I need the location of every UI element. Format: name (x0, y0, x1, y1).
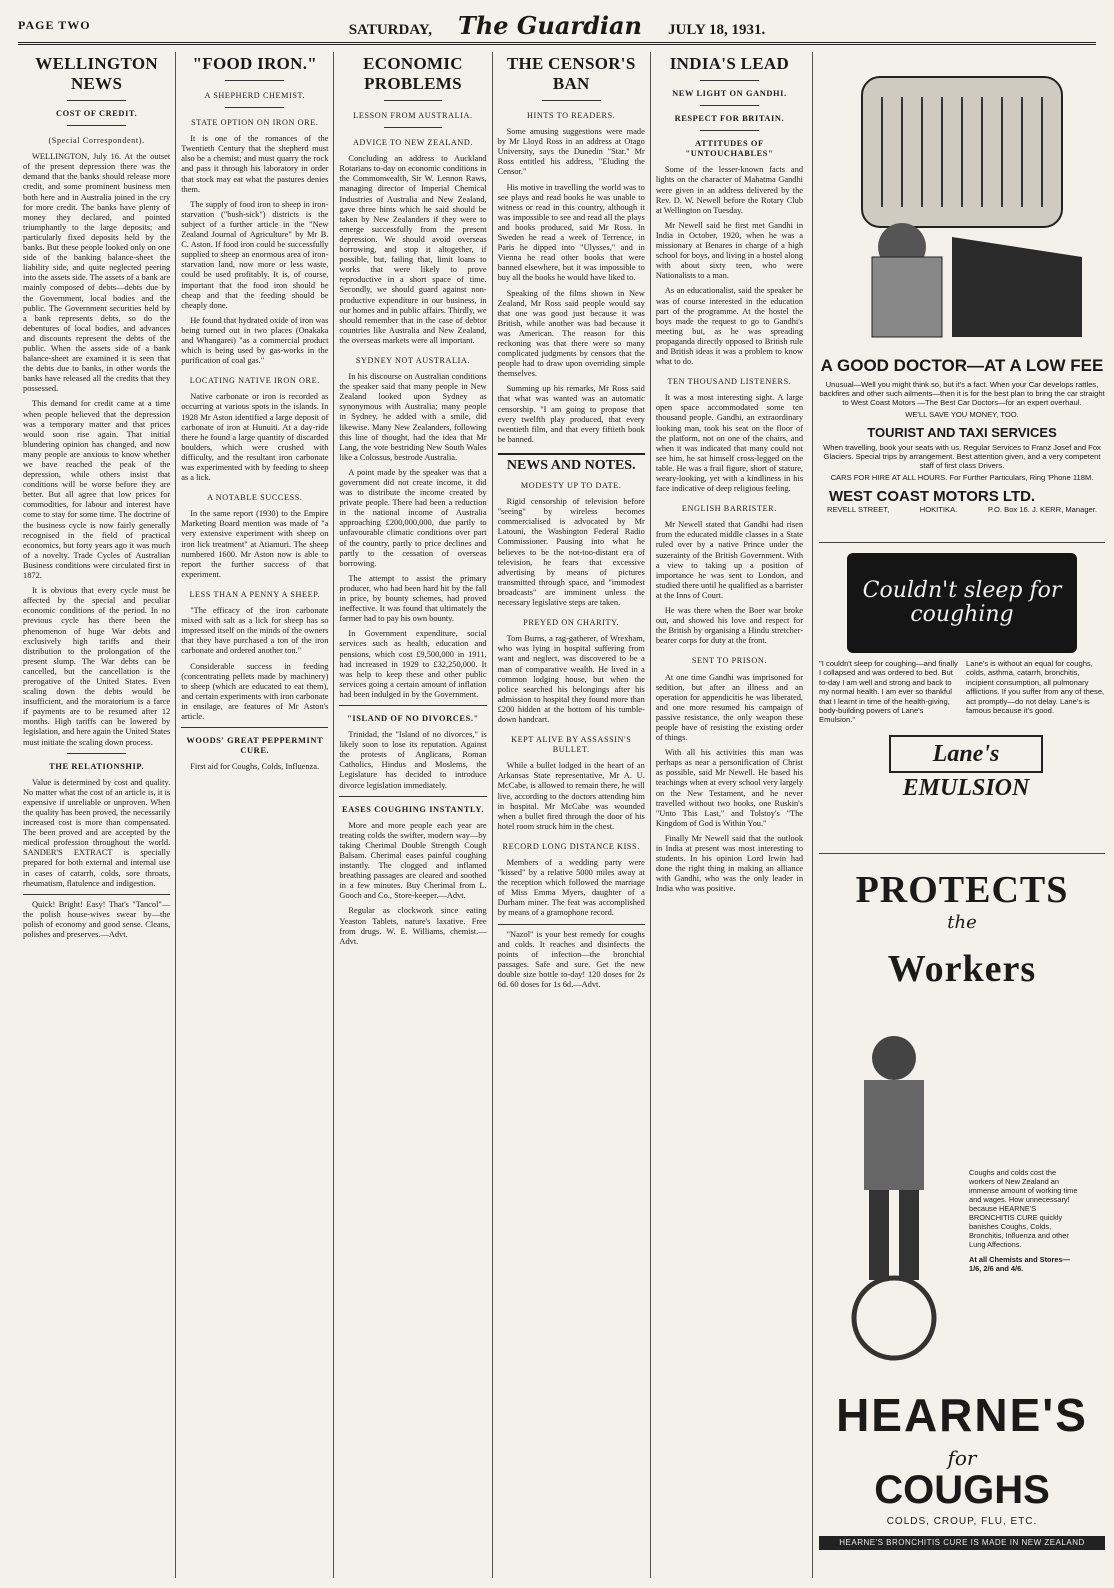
section-headline: NEWS AND NOTES. (498, 453, 645, 471)
paragraph: Native carbonate or iron is recorded as occurring at various spots in the islands. In 1928 Mr Aston identified a large deposit of carbonate of iron at Hunuiti. At a day-ride there he found a large quantity of discarded boulders, which were crushed with difficulty, and the resultant iron carbonate was experimented with by feeding to sheep as a lick. (181, 392, 329, 483)
paragraph: A point made by the speaker was that a government did not create income, it did was to distribute the income created by private people. There had been a reduction in the national income of Australia approaching £200,000,000, due partly to unfavourable climatic conditions over part of the country, partly to price declines and partly to the cessation of overseas borrowing. (339, 467, 487, 568)
west-coast-motors-ad (819, 52, 1105, 543)
paragraph: Concluding an address to Auckland Rotarians to-day on economic conditions in the Commonwealth, Sir W. Lennon Raws, managing director of Imperial Chemical Industries of Australia and New Zealand, gave three hints which he said should be taken by New Zealanders if they were to emerge successfully from the present depression. We should avoid overseas borrowing, and stop it altogether, if possible, but, failing that, limit loans to works that were likely to prove reproductive in a short space of time. Secondly, we should guard against non-productive expenditure in our business, in our homes and in public affairs. Thirdly, we should remember that in the case of debtor countries like Australia and New Zealand, the overseas markets were all important. (339, 154, 487, 345)
column-indias-lead (651, 52, 808, 1578)
paragraph: With all his activities this man was perhaps as near a personification of Christ as possible, said Mr Newell. He based his teachings when at every school very largely on the New Testament, and he never travelled without two books, one Ruskin's "Unto This Last," and Tolstoy's "The Kingdom of God is Within You." (655, 748, 804, 828)
subheading: STATE OPTION ON IRON ORE. (191, 118, 319, 128)
ad-text: Lane's is without an equal for coughs, colds, asthma, catarrh, bronchitis, incipient consumption, all pulmonary afflictions. If you suffer from any of these, act promptly—do not delay. Lane's is famous because it's good. (966, 659, 1105, 716)
subheading: LESS THAN A PENNY A SHEEP. (189, 589, 321, 599)
paragraph: Mr Newell stated that Gandhi had risen from the educated middle classes in a State ruled over by a native Prince under the suzerainty of the British Government. With a view to taking up a position of importance he was sent to London, and studied there until he qualified as a barrister at the Inns of Court. (655, 520, 804, 600)
ad-banner: Couldn't sleep for coughing (847, 553, 1077, 653)
paragraph: Summing up his remarks, Mr Ross said that what was wanted was an automatic censorship. "I am going to propose that every twelfth play produced, that every twentieth film, and that every fiftieth book be banned. (497, 384, 645, 444)
paragraph: It is one of the romances of the Twentieth Century that the shepherd must also be a chemist; and must quarry the rock and pass it through his laboratory in order that stock may eat what the pastures denies them. (181, 134, 329, 194)
ad-text: When travelling, book your seats with us. Regular Services to Franz Josef and Fox Glaciers. Special trips by arrangement. Best attention given, and a very competent staff of first class Drivers. (823, 443, 1101, 470)
paragraph: The supply of food iron to sheep in iron-starvation ("bush-sick") districts is the subject of a further article in the "New Zealand Journal of Agriculture" by Mr B. C. Aston. If food iron could be successfully supplied to sheep an enormous area of iron-starvation land, now more or less waste, could be used profitably. It is, of course, important that the food iron should be cheap and that the feeding should be cheaply done. (181, 199, 329, 310)
ad-section: TOURIST AND TAXI SERVICES (867, 425, 1057, 440)
page-number: PAGE TWO (18, 17, 91, 32)
ad-text: Unusual—Well you might think so, but it's a fact. When your Car develops rattles, backfires and other such ailments—then it is for the best plan to bring the car straight to West Coast Motors —The Best Car Doctors—for an expert overhaul. (819, 380, 1105, 407)
masthead (18, 8, 1096, 45)
subheading: LESSON FROM AUSTRALIA. (353, 111, 473, 120)
masthead-day: SATURDAY, (348, 21, 432, 38)
subheading: MODESTY UP TO DATE. (520, 481, 622, 490)
headline: ECONOMIC PROBLEMS (363, 54, 463, 93)
headline: INDIA'S LEAD (669, 54, 790, 73)
workers-illustration-icon (829, 1018, 959, 1378)
ad-headline: A GOOD DOCTOR—AT A LOW FEE (820, 356, 1104, 375)
subheading: THE RELATIONSHIP. (49, 761, 145, 771)
ad-text: Coughs and colds cost the workers of New Zealand an immense amount of working time and wages. How unnecessary! because HEARNE'S BRONCHITIS CURE quickly banishes Coughs, Colds, Bronchitis, Influenza and other Lung Affections. (969, 1168, 1078, 1249)
advertisement: First aid for Coughs, Colds, Influenza. (190, 762, 320, 772)
subheading: RESPECT FOR BRITAIN. (674, 114, 785, 124)
subheading: HINTS TO READERS. (527, 111, 616, 120)
paragraph: Some of the lesser-known facts and lights on the character of Mahatma Gandhi were given in an address delivered by the Rev. D. W. Newell before the Rotary Club at Wellington on Tuesday. (655, 165, 804, 215)
lanes-emulsion-ad (819, 553, 1105, 854)
subheading: LOCATING NATIVE IRON ORE. (189, 376, 320, 386)
paragraph: This demand for credit came at a time when people believed that the depression was a temporary matter and that prices would soon rise again. That initial blundering opinion has changed, and now many people are anxious to know whether we have reached the peak of the depression, while others insist that conditions will be worse before they are better. But all agree that low prices for commodities, for labour and interest have come to stay for some time. The doctrine of the business cycle is now fairly generally recognised in the field of practical economics, but forty years ago it was much of a novelty. Trade Cycles of Australian Business conditions were circulated first in 1872. (23, 399, 171, 581)
subheading: COST OF CREDIT. (55, 109, 138, 118)
subheading: A NOTABLE SUCCESS. (207, 493, 303, 503)
paragraph: He found that hydrated oxide of iron was being turned out in two places (Onakaka and Whangarei) "as a commercial product which is being used by gas-works in the purification of coal gas." (181, 315, 329, 366)
subheading: KEPT ALIVE BY ASSASSIN'S BULLET. (511, 735, 632, 755)
ad-text: CARS FOR HIRE AT ALL HOURS. For Further Particulars, Ring 'Phone 118M. (830, 473, 1094, 482)
mechanic-illustration (819, 52, 1105, 352)
ad-list: COLDS, CROUP, FLU, ETC. (886, 1516, 1038, 1527)
paragraph: He was there when the Boer war broke out, and showed his love and respect for the British by organising a Hindu stretcher-bearer corps for duty at the front. (655, 606, 804, 646)
ad-logo: Lane's EMULSION (889, 735, 1043, 773)
paragraph: Mr Newell said he first met Gandhi in India in October, 1920, when he was a missionary at Benares in charge of a high school for boys, and living in a hostel along with about sixty teen, who were Nationalists to a man. (655, 220, 804, 281)
headline: THE CENSOR'S BAN (506, 54, 636, 93)
paragraph: The attempt to assist the primary producer, who had been hard hit by the fall in price, by bounty schemes, had proved ineffective. It was found that ultimately the farmer had to pay his own bounty. (339, 573, 487, 624)
subheading: A SHEPHERD CHEMIST. (204, 91, 306, 100)
ad-heading: WOODS' GREAT PEPPERMINT CURE. (186, 736, 324, 756)
ad-headline-workers: Workers (887, 948, 1037, 990)
paragraph: Rigid censorship of television before "seeing" by wireless becomes commercialised is advocated by Mr Latouni, the Washington Federal Radio Commissioner. Pausing into what he believes to be the not-too-distant era of television, he fears that excessive advertising by means of pictures transmitted through space, and "immodest broadcasts" are imminent unless the necessary legislative steps are taken. (497, 497, 645, 608)
subheading: SENT TO PRISON. (691, 656, 768, 666)
subheading: PREYED ON CHARITY. (523, 618, 620, 628)
subheading: ADVICE TO NEW ZEALAND. (352, 138, 474, 148)
ad-brand: HEARNE'S (836, 1389, 1088, 1441)
paragraph: In the same report (1930) to the Empire Marketing Board mention was made of "a very extensive experiment with sheep on iron lick treatment" at Atiamuri. The sheep numbered 1600. Mr Aston now is able to report the further success of that experiment. (181, 509, 329, 579)
paragraph: While a bullet lodged in the heart of an Arkansas State representative, Mr A. U. McCabe, is allowed to remain there, he will live, according to the doctors attending him in hospital. Mr McCabe was wounded when a bullet fired through the door of his hotel room struck him in the chest. (497, 761, 645, 831)
ad-headline-the: the (947, 912, 977, 933)
ad-text: WE'LL SAVE YOU MONEY, TOO. (905, 410, 1019, 419)
ad-headline: PROTECTS (855, 869, 1069, 911)
advertisement: Regular as clockwork since eating Yeaston Tablets, nature's laxative. Free from drugs. W. E. Williams, chemist.—Advt. (339, 906, 487, 946)
paragraph: In Government expenditure, social services such as health, education and pensions, which cost £9,500,000 in 1911, had increased in 1929 to £32,250,000. It was help to keep these and other public services going a certain amount of inflation had been indulged in by the Government. (339, 629, 487, 699)
subheading: SYDNEY NOT AUSTRALIA. (355, 355, 471, 365)
paper-title: The Guardian (458, 10, 642, 40)
headline: "FOOD IRON." (192, 54, 318, 73)
advertisement-column (812, 52, 1105, 1578)
ad-for: for (947, 1446, 977, 1470)
paragraph: His motive in travelling the world was to see plays and read books he was unable to witness or read in this country, although it was impossible to see and read all the plays and books produced, said Mr Ross. In Sweden he read a week of Terrence, in Paris he dipped into "Ulysses," and in Vienna he read other books that were banned elsewhere, but it was impossible to buy all the books he would have liked to. (497, 182, 645, 283)
ad-quote: "I couldn't sleep for coughing—and finally I collapsed and was ordered to bed. But to-day I am well and strong and back to my normal health. I am ever so thankful that I learnt in time of the health-giving, body-building powers of Lane's Emulsion." (819, 659, 958, 725)
paragraph: Members of a wedding party were "kissed" by a relative 5000 miles away at the reception which followed the marriage of Miss Emma Myers, daughter of a Durham miner. The feat was accomplished by means of a gramophone record. (497, 858, 645, 918)
advertisement: "Nazol" is your best remedy for coughs and colds. It reaches and disinfects the points of infection—the bronchial passages. Safe and sure. Get the new double size bottle to-day! 120 doses for 2s 6d. 60 doses for 1s 6d.—Advt. (497, 929, 645, 990)
ad-prices: At all Chemists and Stores—1/6, 2/6 and 4/6. (969, 1255, 1071, 1273)
advertisement: Quick! Bright! Easy! That's "Tancol"—the polish house-wives swear by—the polish of economy and good sense. Cleans, polishes and preserves.—Advt. (23, 899, 171, 940)
paragraph: Finally Mr Newell said that the outlook in India at present was most interesting to students. In his opinion Lord Irwin had done the right thing in making an alliance with Gandhi, who was the only leader in India who was positive. (655, 833, 804, 894)
ad-strip: HEARNE'S BRONCHITIS CURE IS MADE IN NEW ZEALAND (819, 1536, 1105, 1550)
ad-brand: WEST COAST MOTORS LTD. (829, 488, 1036, 505)
subheading: "ISLAND OF NO DIVORCES." (347, 713, 479, 723)
subheading: ATTITUDES OF "UNTOUCHABLES" (685, 139, 774, 159)
paragraph: Value is determined by cost and quality. No matter what the cost of an article is, it is expensive if unreliable or unproven. When the quality has been proved, the necessarily increased cost is more than compensated. The been proved and are accepted by the medical profession throughout the world. SANDER'S EXTRACT is specially prepared for both external and internal use in cases of catarrh, colds, sore throats, rheumatism, flatulence and indigestion. (23, 777, 171, 888)
column-economic-problems (334, 52, 492, 1578)
ad-address: HOKITIKA. (919, 505, 958, 514)
subheading: EASES COUGHING INSTANTLY. (342, 804, 484, 814)
paragraph: Some amusing suggestions were made by Mr Lloyd Ross in an address at Otago University, says the Dunedin "Star." Mr Ross entitled his address, "Eluding the Censor." (497, 127, 645, 177)
paragraph: WELLINGTON, July 16. At the outset of the present depression there was the demand that the banks should release more credit, and some prominent business men both here and in Australia joined in the cry for more credit. The banks have plenty of money they declared, and pointed triumphantly to the large deposits; and particularly fixed deposits held by the banks. But these people looked only on one side of the banking balance-sheet the liability side, and quite neglected peering into the assets side. The assets of a bank are mainly composed of debts—debts due by the Government, local bodies and the public. The Government securities held by a bank represents debts, so do the debentures of local bodies, and advances and discounts represent the debts of the public. When the assets side of a bank balance-sheet are examined it is seen that the debts due to banks, in other words the banks have released all the credits that they possessed. (23, 152, 171, 394)
ad-address: P.O. Box 16. J. KERR, Manager. (987, 505, 1097, 514)
paragraph: As an educationalist, said the speaker he was of course interested in the education part of the programme. At the hostel the boys made the request to go to Gandhi's meeting but, as he was spreading propaganda directly opposed to British rule and British ideas it was a problem to know what to do. (655, 286, 804, 367)
paragraph: Tom Burns, a rag-gatherer, of Wrexham, who was lying in hospital suffering from want and neglect, was discovered to be a man of comparative wealth. He lived in a common lodging house, but when the police searched his belongings after his admission to hospital they found more than £200 hidden at the bottom of his tumble-down handcart. (497, 634, 645, 724)
ad-address: REVELL STREET, (827, 505, 890, 514)
masthead-date: JULY 18, 1931. (667, 21, 766, 38)
subheading: NEW LIGHT ON GANDHI. (672, 89, 787, 98)
paragraph: It was a most interesting sight. A large open space accommodated some ten thousand people. Gandhi, an extraordinary looking man, took his seat on the floor of the platform, not on one of the chairs, and when it was indicated that many could not see him, he sat himself cross-legged on the table. He was a frail figure, short of stature, weary-looking, yet with a kindliness in his face indicative of deep religious feeling. (655, 393, 804, 494)
paragraph: It is obvious that every cycle must be affected by the special and peculiar economic conditions of the period. In no previous cycle has there been the phenomenon of huge War debts and exclusively high tariffs and their distribution to the prolongation of the present slump. The War debts can be cancelled, but the cancellation is the prerogative of the United States. Even scaling down the debts would be insufficient, and the moratorium is a farce if payments are to be resumed after 12 months. High tariffs can be lowered by legislation, and here again the United States must initiate the scaling down process. (23, 586, 171, 747)
paragraph: Considerable success in feeding (concentrating pellets made by machinery) to sheep (which are educated to eat them), and certain experiments with iron carbonate in ensilage, are features of Mr Aston's article. (181, 661, 329, 721)
column-food-iron (176, 52, 334, 1578)
paragraph: At one time Gandhi was imprisoned for sedition, but after an illness and an operation for appendicitis he was liberated, and one more resumed his campaign of passive resistance, the only weapon these people have of resisting the existing order of things. (655, 672, 804, 743)
advertisement: More and more people each year are treating colds the swifter, modern way—by taking Cherimal Double Strength Cough Balsam. Cherimal eases painful coughing instantly. The clogged and inflamed breathing passages are cleared and soothed in a few minutes. Buy Cherimal from L. Gooch and Co., Store-keeper.—Advt. (339, 820, 487, 901)
hearnes-ad (819, 868, 1105, 1588)
car-engine-icon (832, 57, 1092, 347)
column-censors-ban (493, 52, 651, 1578)
headline: WELLINGTON NEWS (35, 54, 158, 93)
byline: (Special Correspondent). (48, 136, 145, 146)
paragraph: In his discourse on Australian conditions the speaker said that many people in New Zealand looked upon Sydney as synonymous with Australia; many people in Sydney, he added with a smile, did likewise. Many New Zealanders, following this line of thought, had the idea that Mr Lang, the vote bestriding New South Wales like a Colossus, bestrode Australia. (339, 372, 487, 462)
subheading: RECORD LONG DISTANCE KISS. (502, 841, 640, 851)
column-wellington-news (18, 52, 176, 1578)
ad-product: COUGHS (874, 1468, 1050, 1512)
subheading: TEN THOUSAND LISTENERS. (667, 377, 792, 387)
paragraph: Speaking of the films shown in New Zealand, Mr Ross said people would say that one was good just because it was British, while another was bad because it was American. The reason for this reckoning was that there were so many complicated judgments by censors that the people had to draw upon overriding simple themselves. (497, 288, 645, 379)
paragraph: Trinidad, the "Island of no divorces," is likely soon to lose its reputation. Against the protests of Anglicans, Roman Catholics, Hindus and Moslems, the Legislature has decided to introduce divorce legislation immediately. (339, 730, 487, 790)
article-columns (18, 52, 808, 1578)
paragraph: "The efficacy of the iron carbonate mixed with salt as a lick for sheep has so impressed itself on the minds of the owners that they have purchased a ton of the iron carbonate and ordered another ton." (181, 606, 329, 656)
subheading: ENGLISH BARRISTER. (681, 504, 777, 514)
